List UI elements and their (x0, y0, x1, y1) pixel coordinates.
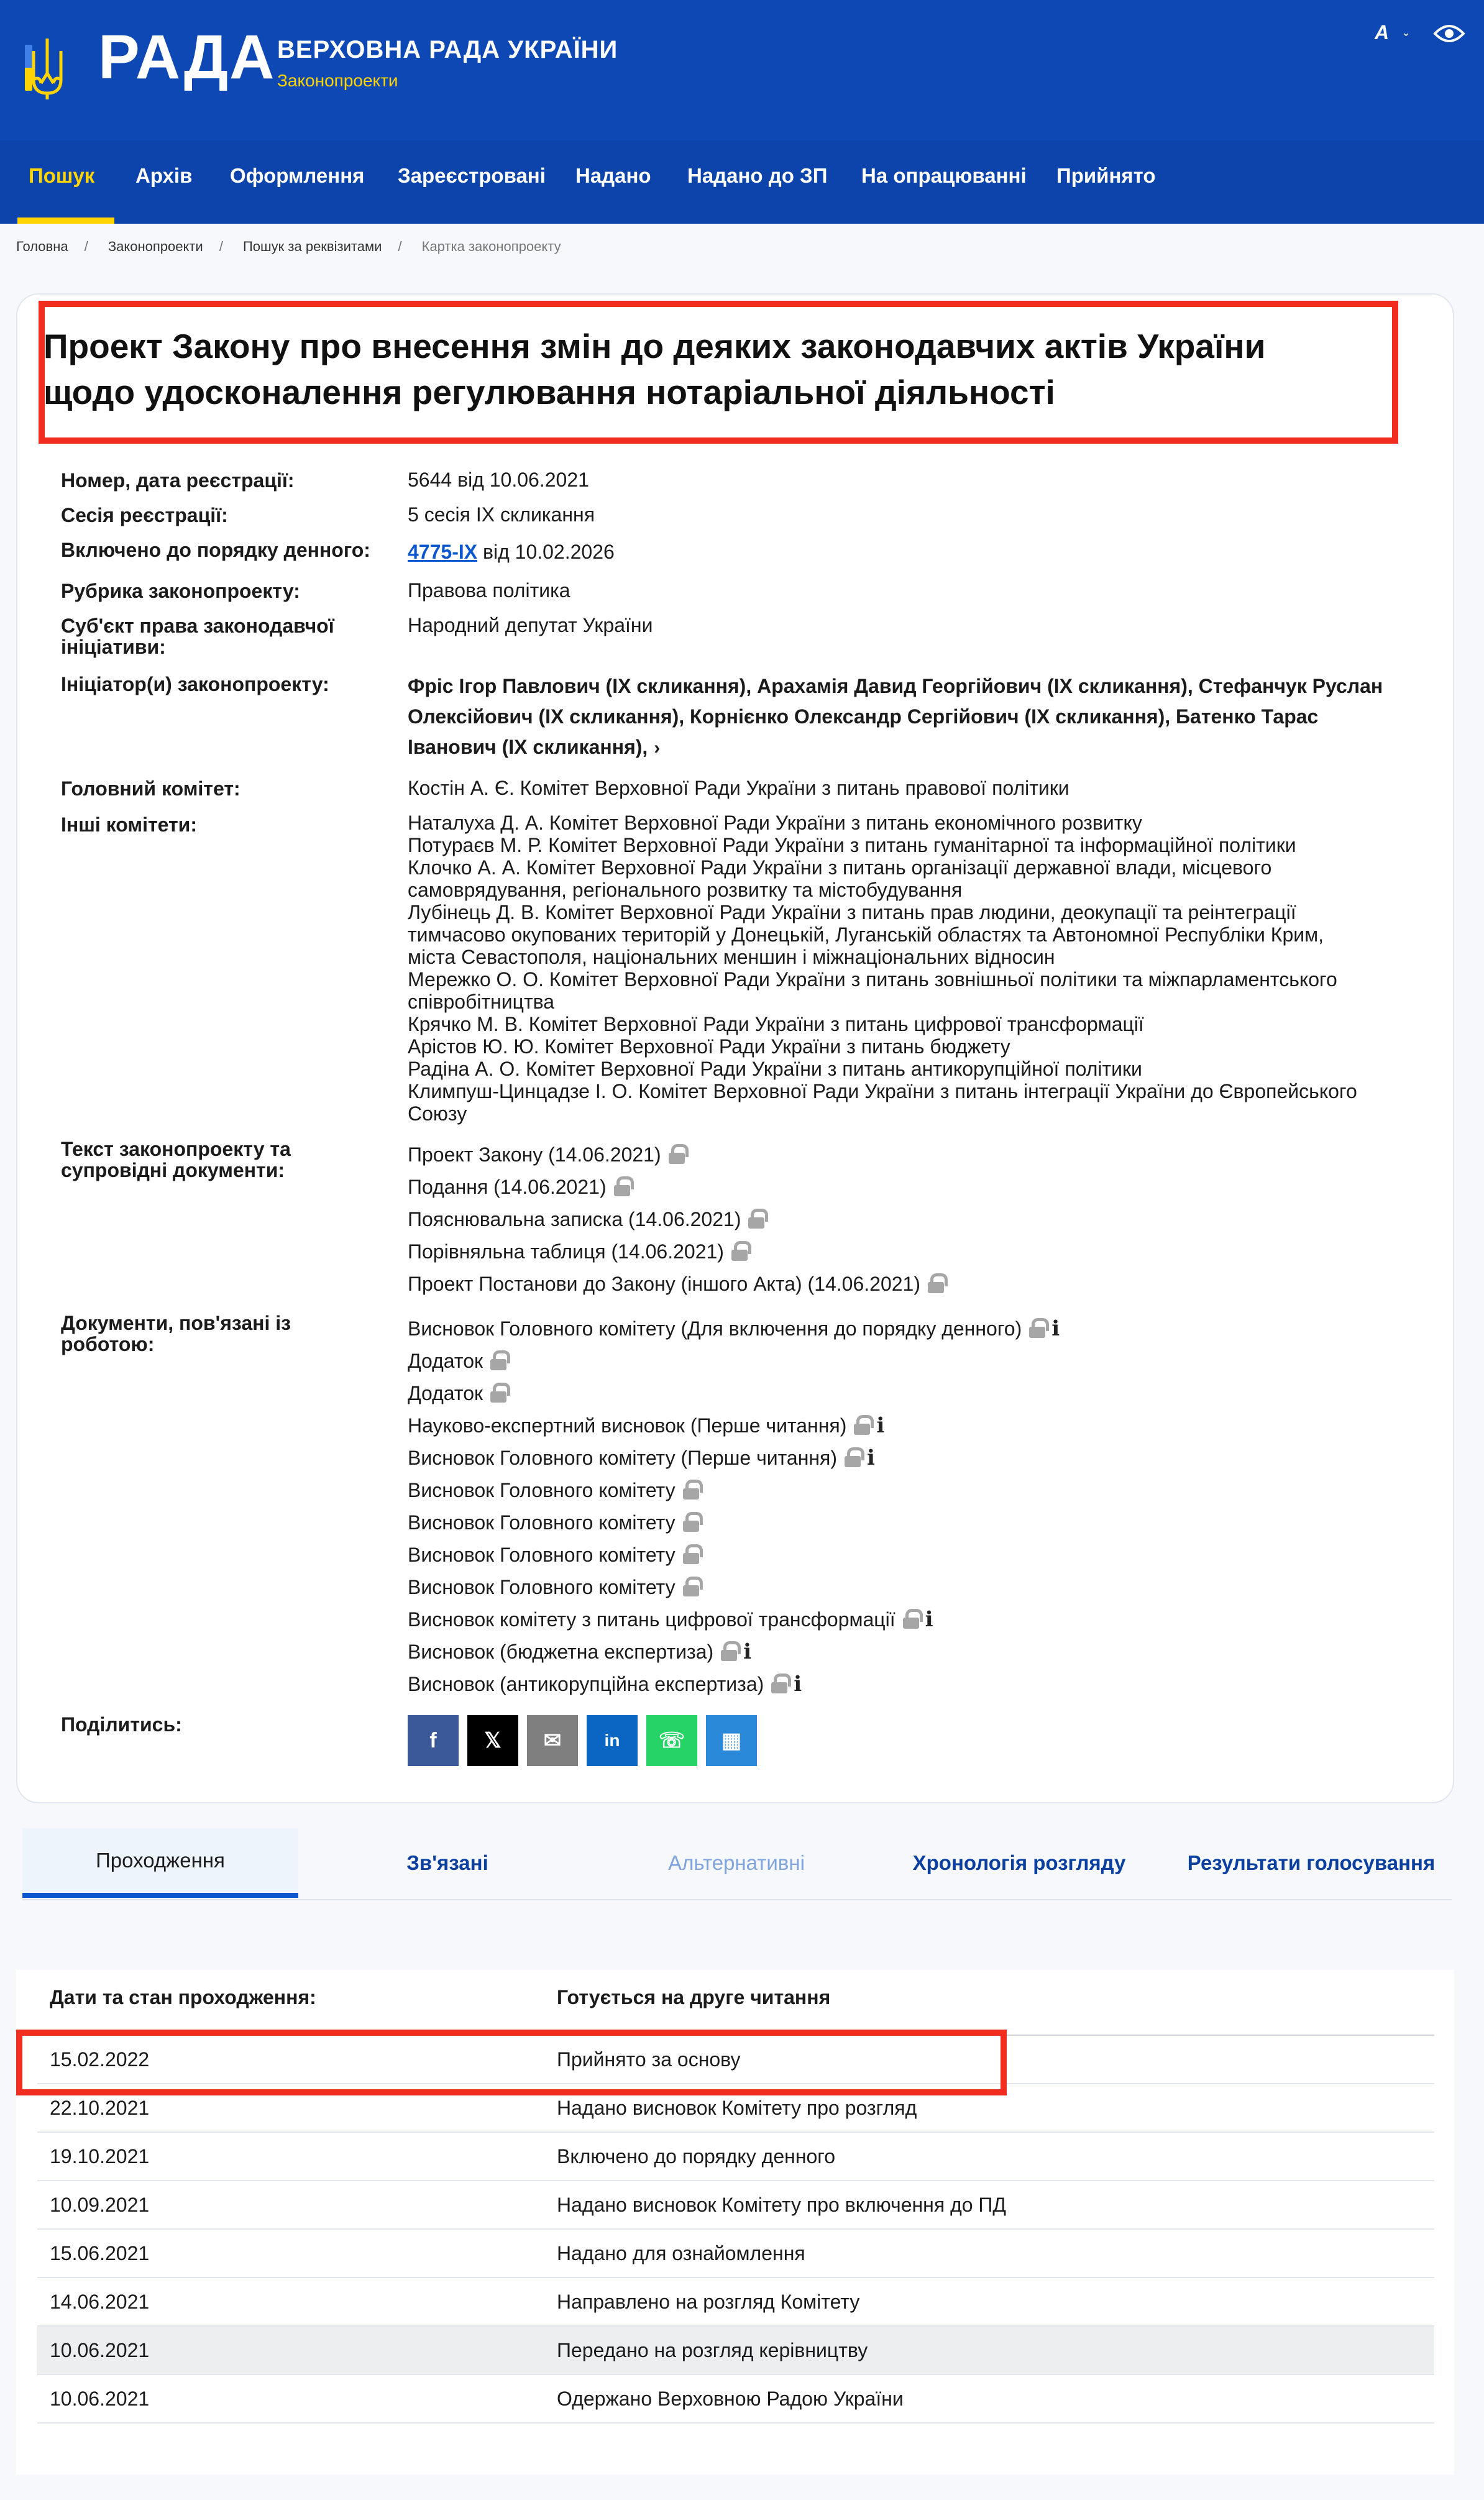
row-status: Надано для ознайомлення (557, 2242, 805, 2264)
committee-line: самоврядування, регіонального розвитку та містобудування (408, 879, 963, 901)
site-title[interactable]: ВЕРХОВНА РАДА УКРАЇНИ (277, 36, 618, 63)
texts-label: Текст законопроекту та супровідні документи: (61, 1138, 291, 1181)
lock-icon (731, 1241, 748, 1261)
row-status: Передано на розгляд керівництву (557, 2339, 868, 2361)
committee-line: Арістов Ю. Ю. Комітет Верховної Ради України з питань бюджету (408, 1035, 1010, 1058)
lock-icon (721, 1641, 737, 1661)
table-row (37, 2278, 1434, 2327)
doc-item[interactable]: Подання (14.06.2021) (408, 1176, 630, 1198)
main-nav (0, 140, 1484, 224)
row-status: Надано висновок Комітету про включення до ПД (557, 2194, 1007, 2216)
tab-related[interactable]: Зв'язані (406, 1851, 488, 1874)
title-highlight-box (39, 301, 1398, 444)
site-subtitle[interactable]: Законопроекти (277, 71, 398, 90)
lock-icon (748, 1209, 764, 1229)
eye-icon[interactable] (1433, 22, 1465, 45)
doc-item[interactable]: Проект Постанови до Закону (іншого Акта) (14.06.2021) (408, 1273, 944, 1295)
tab-chronology[interactable]: Хронологія розгляду (912, 1851, 1126, 1874)
committee-line: Лубінець Д. В. Комітет Верховної Ради України з питань прав людини, деокупації та реінтеграції (408, 901, 1296, 923)
doc-item[interactable]: Висновок Головного комітету (Перше читання) i (408, 1445, 875, 1470)
number-value: 5644 від 10.06.2021 (408, 469, 589, 491)
committee-line: Радіна А. О. Комітет Верховної Ради України з питань антикорупційної політики (408, 1058, 1142, 1080)
rubric-value: Правова політика (408, 579, 570, 602)
initiators-list: Фріс Ігор Павлович (IX скликання), Арахамія Давид Георгійович (IX скликання), Стефанчук Руслан Олексійович (IX скликання), Корнієнко Олександр Сергійович (IX скликання), Батенко Тарас Іванович (IX скликання), (408, 675, 1383, 758)
doc-item[interactable]: Висновок (бюджетна експертиза) i (408, 1639, 752, 1664)
qr-code-share-button[interactable]: ▦ (706, 1715, 757, 1766)
doc-item[interactable]: Додаток (408, 1382, 506, 1404)
info-icon[interactable]: i (743, 1639, 752, 1664)
doc-item[interactable]: Висновок Головного комітету (408, 1576, 699, 1598)
committee-line: Мережко О. О. Комітет Верховної Ради України з питань зовнішньої політики та міжпарламентського (408, 968, 1337, 991)
table-row (37, 2133, 1434, 2181)
number-label: Номер, дата реєстрації: (61, 469, 295, 492)
lock-icon (683, 1544, 699, 1564)
doc-item[interactable]: Висновок Головного комітету (408, 1511, 699, 1534)
initiators-value (408, 671, 1402, 763)
lock-icon (1029, 1318, 1045, 1338)
nav-item-formatting[interactable]: Оформлення (230, 164, 365, 187)
site-header (0, 0, 1484, 140)
table-row (37, 2230, 1434, 2278)
row-highlight-box (16, 2030, 1007, 2095)
row-status: Надано висновок Комітету про розгляд (557, 2097, 917, 2119)
main-committee-label: Головний комітет: (61, 777, 240, 800)
other-committees-label: Інші комітети: (61, 813, 197, 836)
lock-icon (903, 1609, 919, 1629)
committee-line: Союзу (408, 1102, 467, 1125)
chevron-right-icon[interactable]: › (654, 738, 661, 758)
doc-item[interactable]: Висновок Головного комітету (408, 1544, 699, 1566)
lock-icon (490, 1383, 506, 1403)
doc-item[interactable]: Порівняльна таблиця (14.06.2021) (408, 1240, 748, 1263)
row-date: 19.10.2021 (50, 2145, 150, 2168)
email-share-button[interactable]: ✉ (527, 1715, 578, 1766)
breadcrumb (16, 239, 577, 255)
breadcrumb-separator: / (84, 239, 88, 254)
linkedin-share-button[interactable]: in (587, 1715, 638, 1766)
session-value: 5 сесія IX скликання (408, 503, 595, 526)
nav-item-adopted[interactable]: Прийнято (1056, 164, 1156, 187)
row-status: Направлено на розгляд Комітету (557, 2291, 860, 2313)
tabs-divider (22, 1899, 1452, 1900)
lock-icon (854, 1415, 870, 1435)
committee-line: Климпуш-Цинцадзе І. О. Комітет Верховної Ради України з питань інтеграції України до Європейського (408, 1080, 1357, 1102)
doc-item[interactable]: Проект Закону (14.06.2021) (408, 1143, 685, 1166)
page-title: Проект Закону про внесення змін до деяких законодавчих актів України щодо удосконалення регулювання нотаріальної діяльності (44, 327, 1266, 411)
table-row (37, 2327, 1434, 2375)
lock-icon (683, 1512, 699, 1532)
subject-label: Суб'єкт права законодавчої ініціативи: (61, 615, 334, 658)
initiators-label: Ініціатор(и) законопроекту: (61, 673, 329, 695)
brand-logo-text[interactable]: РАДА (98, 22, 276, 92)
row-date: 15.02.2022 (50, 2048, 150, 2071)
session-label: Сесія реєстрації: (61, 504, 228, 526)
doc-item[interactable]: Висновок Головного комітету (408, 1479, 699, 1501)
whatsapp-share-button[interactable]: ☏ (646, 1715, 697, 1766)
row-date: 10.06.2021 (50, 2388, 150, 2410)
row-date: 15.06.2021 (50, 2242, 150, 2264)
facebook-share-button[interactable]: f (408, 1715, 459, 1766)
committee-line: Крячко М. В. Комітет Верховної Ради України з питань цифрової трансформації (408, 1013, 1144, 1035)
column-header-date: Дати та стан проходження: (50, 1986, 316, 2008)
row-date: 22.10.2021 (50, 2097, 150, 2119)
breadcrumb-bills[interactable]: Законопроекти (108, 239, 203, 254)
row-date: 10.06.2021 (50, 2339, 150, 2361)
info-icon[interactable]: i (925, 1607, 933, 1632)
doc-item[interactable]: Висновок (антикорупційна експертиза) i (408, 1672, 802, 1696)
committee-line: Клочко А. А. Комітет Верховної Ради України з питань організації державної влади, місцевого (408, 856, 1272, 879)
nav-item-archive[interactable]: Архів (135, 164, 193, 187)
agenda-date: від 10.02.2026 (477, 541, 615, 563)
agenda-value (408, 541, 615, 563)
row-status: Включено до порядку денного (557, 2145, 836, 2168)
info-icon[interactable]: i (794, 1672, 802, 1696)
work-docs-label: Документи, пов'язані із роботою: (61, 1312, 291, 1355)
lock-icon (771, 1674, 787, 1693)
doc-item[interactable]: Науково-експертний висновок (Перше читання) i (408, 1413, 885, 1438)
lock-icon (845, 1447, 861, 1467)
chevron-down-icon[interactable]: ⌄ (1401, 26, 1411, 39)
tab-voting-results[interactable]: Результати голосування (1187, 1851, 1436, 1874)
doc-item[interactable]: Пояснювальна записка (14.06.2021) (408, 1208, 764, 1230)
nav-item-processing[interactable]: На опрацюванні (861, 164, 1027, 187)
lock-icon (614, 1176, 630, 1196)
trident-icon (25, 36, 70, 102)
info-icon[interactable]: i (1051, 1316, 1060, 1341)
info-icon[interactable]: i (876, 1413, 885, 1438)
committee-line: міста Севастополя, національних меншин і міжнаціональних відносин (408, 946, 1055, 968)
row-status: Прийнято за основу (557, 2048, 741, 2071)
committee-line: співробітництва (408, 991, 555, 1013)
lock-icon (490, 1350, 506, 1370)
nav-item-search[interactable]: Пошук (29, 164, 95, 187)
tab-alternative[interactable]: Альтернативні (668, 1851, 805, 1874)
row-date: 10.09.2021 (50, 2194, 150, 2216)
committee-line: тимчасово окупованих територій у Донецькій, Луганській областях та Автономної Республіки Крим, (408, 923, 1324, 946)
breadcrumb-separator: / (219, 239, 223, 254)
main-committee-value: Костін А. Є. Комітет Верховної Ради України з питань правової політики (408, 777, 1069, 799)
nav-item-registered[interactable]: Зареєстровані (398, 164, 546, 187)
breadcrumb-home[interactable]: Головна (16, 239, 68, 254)
rubric-label: Рубрика законопроекту: (61, 580, 300, 602)
column-header-status: Готується на друге читання (557, 1986, 831, 2008)
lock-icon (683, 1577, 699, 1596)
breadcrumb-search[interactable]: Пошук за реквізитами (242, 239, 382, 254)
committee-line: Наталуха Д. А. Комітет Верховної Ради України з питань економічного розвитку (408, 812, 1142, 834)
row-status: Одержано Верховною Радою України (557, 2388, 904, 2410)
x-share-button[interactable]: 𝕏 (467, 1715, 518, 1766)
font-size-toggle[interactable]: A (1375, 21, 1390, 43)
doc-item[interactable]: Висновок комітету з питань цифрової трансформації i (408, 1607, 933, 1632)
doc-item[interactable]: Висновок Головного комітету (Для включення до порядку денного) i (408, 1316, 1060, 1341)
nav-item-submitted[interactable]: Надано (575, 164, 651, 187)
tab-passage[interactable]: Проходження (22, 1828, 298, 1898)
doc-item[interactable]: Додаток (408, 1350, 506, 1372)
committee-line: Потураєв М. Р. Комітет Верховної Ради України з питань гуманітарної та інформаційної політики (408, 834, 1296, 856)
breadcrumb-current: Картка законопроекту (421, 239, 561, 254)
share-label: Поділитись: (61, 1713, 182, 1736)
other-committees-list (408, 812, 1402, 1125)
table-row (37, 2375, 1434, 2424)
agenda-label: Включено до порядку денного: (61, 539, 370, 561)
lock-icon (683, 1480, 699, 1500)
agenda-link[interactable]: 4775-IX (408, 541, 478, 563)
nav-item-submitted-zp[interactable]: Надано до ЗП (687, 164, 828, 187)
active-nav-indicator (17, 217, 114, 224)
info-icon[interactable]: i (867, 1445, 875, 1470)
lock-icon (928, 1273, 944, 1293)
subject-value: Народний депутат України (408, 614, 653, 636)
breadcrumb-separator: / (398, 239, 402, 254)
row-date: 14.06.2021 (50, 2291, 150, 2313)
lock-icon (669, 1144, 685, 1164)
table-row (37, 2181, 1434, 2230)
